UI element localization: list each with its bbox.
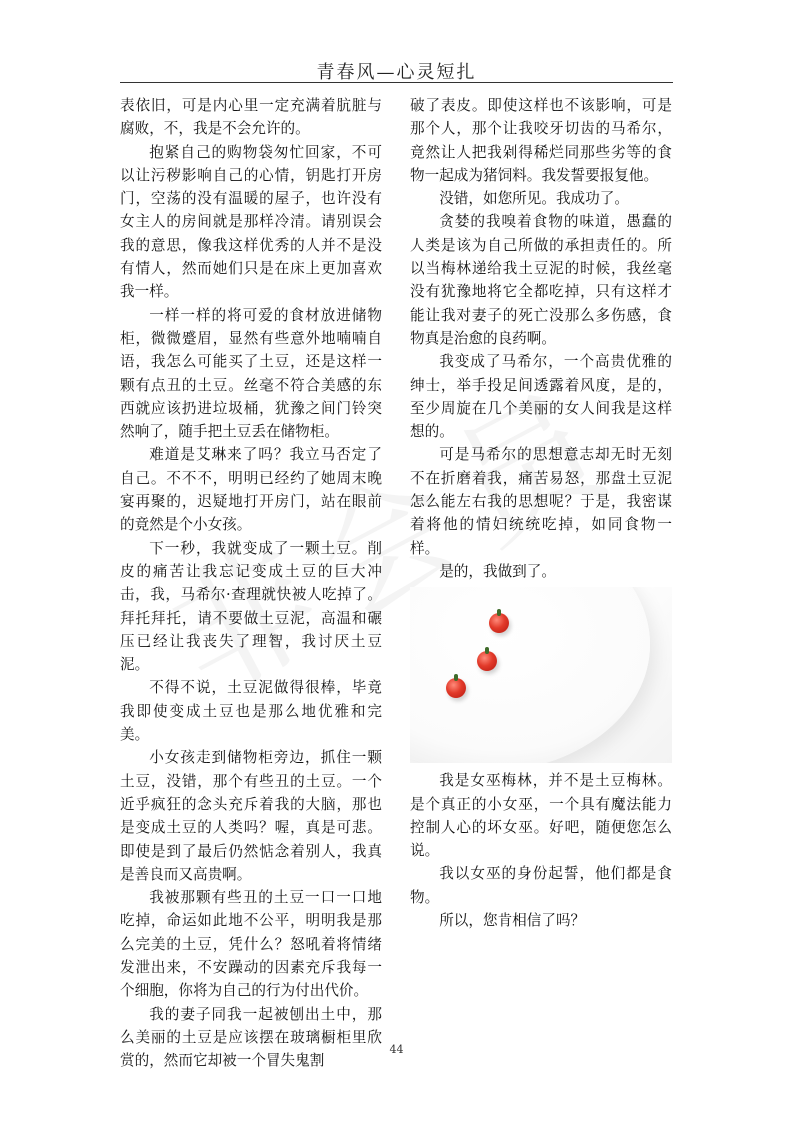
paragraph: 一样一样的将可爱的食材放进储物柜，微微蹙眉，显然有些意外地喃喃自语，我怎么可能买了土豆，还是这样一颗有点丑的土豆。丝毫不符合美感的东西就应该扔进垃圾桶，犹豫之间门铃突然响了，随手把土豆丢在储物柜。 [120, 306, 382, 441]
paragraph: 难道是艾琳来了吗？我立马否定了自己。不不不，明明已经约了她周末晚宴再聚的，迟疑地打开房门，站在眼前的竟然是个小女孩。 [120, 446, 382, 534]
paragraph: 可是马希尔的思想意志却无时无刻不在折磨着我，痛苦易怒，那盘土豆泥怎么能左右我的思想呢？于是，我密谋着将他的情妇统统吃掉，如同食物一样。 [410, 446, 672, 557]
paragraph: 我的妻子同我一起被刨出土中，那么美丽的土豆是应该摆在玻璃橱柜里欣赏的，然而它却被一个冒失鬼割 [120, 1005, 382, 1070]
paragraph: 不得不说，土豆泥做得很棒，毕竟我即使变成土豆也是那么地优雅和完美。 [120, 679, 382, 744]
white-plate [410, 587, 650, 763]
right-column [410, 94, 672, 932]
paragraph: 破了表皮。即使这样也不该影响，可是那个人，那个让我咬牙切齿的马希尔，竟然让人把我剁得稀烂同那些劣等的食物一起成为猪饲料。我发誓要报复他。 [410, 97, 672, 184]
page-header-title: 青春风—心灵短扎 [316, 62, 477, 83]
tomato-plate-photo [410, 587, 672, 763]
paragraph: 所以，您肯相信了吗？ [439, 912, 586, 930]
paragraph: 抱紧自己的购物袋匆忙回家，不可以让污秽影响自己的心情，钥匙打开房门，空荡的没有温暖的屋子，也许没有女主人的房间就是那样冷清。请别误会我的意思，像我这样优秀的人并不是没有情人，然而她们只是在床上更加喜欢我一样。 [120, 143, 382, 301]
paragraph: 我变成了马希尔，一个高贵优雅的绅士，举手投足间透露着风度，是的，至少周旋在几个美丽的女人间我是这样想的。 [410, 353, 672, 441]
page-number: 44 [389, 1043, 404, 1056]
paragraph: 我被那颗有些丑的土豆一口一口地吃掉，命运如此地不公平，明明我是那么完美的土豆，凭什么？怒吼着将情绪发泄出来，不安躁动的因素充斥我每一个细胞，你将为自己的行为付出代价。 [120, 889, 382, 1000]
paragraph: 小女孩走到储物柜旁边，抓住一颗土豆，没错，那个有些丑的土豆。一个近乎疯狂的念头充斥着我的大脑，那也是变成土豆的人类吗？喔，真是可悲。即使是到了最后仍然惦念着别人，我真是善良而又高贵啊。 [120, 749, 382, 883]
paragraph: 表依旧，可是内心里一定充满着肮脏与腐败，不，我是不会允许的。 [120, 97, 382, 138]
paragraph: 我以女巫的身份起誓，他们都是食物。 [410, 865, 672, 906]
paragraph: 是的，我做到了。 [439, 562, 556, 580]
paragraph: 贪婪的我嗅着食物的味道，愚蠢的人类是该为自己所做的承担责任的。所以当梅林递给我土豆泥的时候，我丝毫没有犹豫地将它全都吃掉，只有这样才能让我对妻子的死亡没那么多伤感，食物真是治愈的良药啊。 [410, 213, 672, 347]
paragraph: 下一秒，我就变成了一颗土豆。削皮的痛苦让我忘记变成土豆的巨大冲击，我，马希尔·查理就快被人吃掉了。拜托拜托，请不要做土豆泥，高温和碾压已经让我丧失了理智，我讨厌土豆泥。 [120, 539, 382, 674]
header-rule [120, 82, 673, 83]
left-column [120, 94, 382, 1072]
paragraph: 没错，如您所见。我成功了。 [439, 190, 629, 208]
paragraph: 我是女巫梅林，并不是土豆梅林。是个真正的小女巫，一个具有魔法能力控制人心的坏女巫。好吧，随便您怎么说。 [410, 772, 672, 860]
